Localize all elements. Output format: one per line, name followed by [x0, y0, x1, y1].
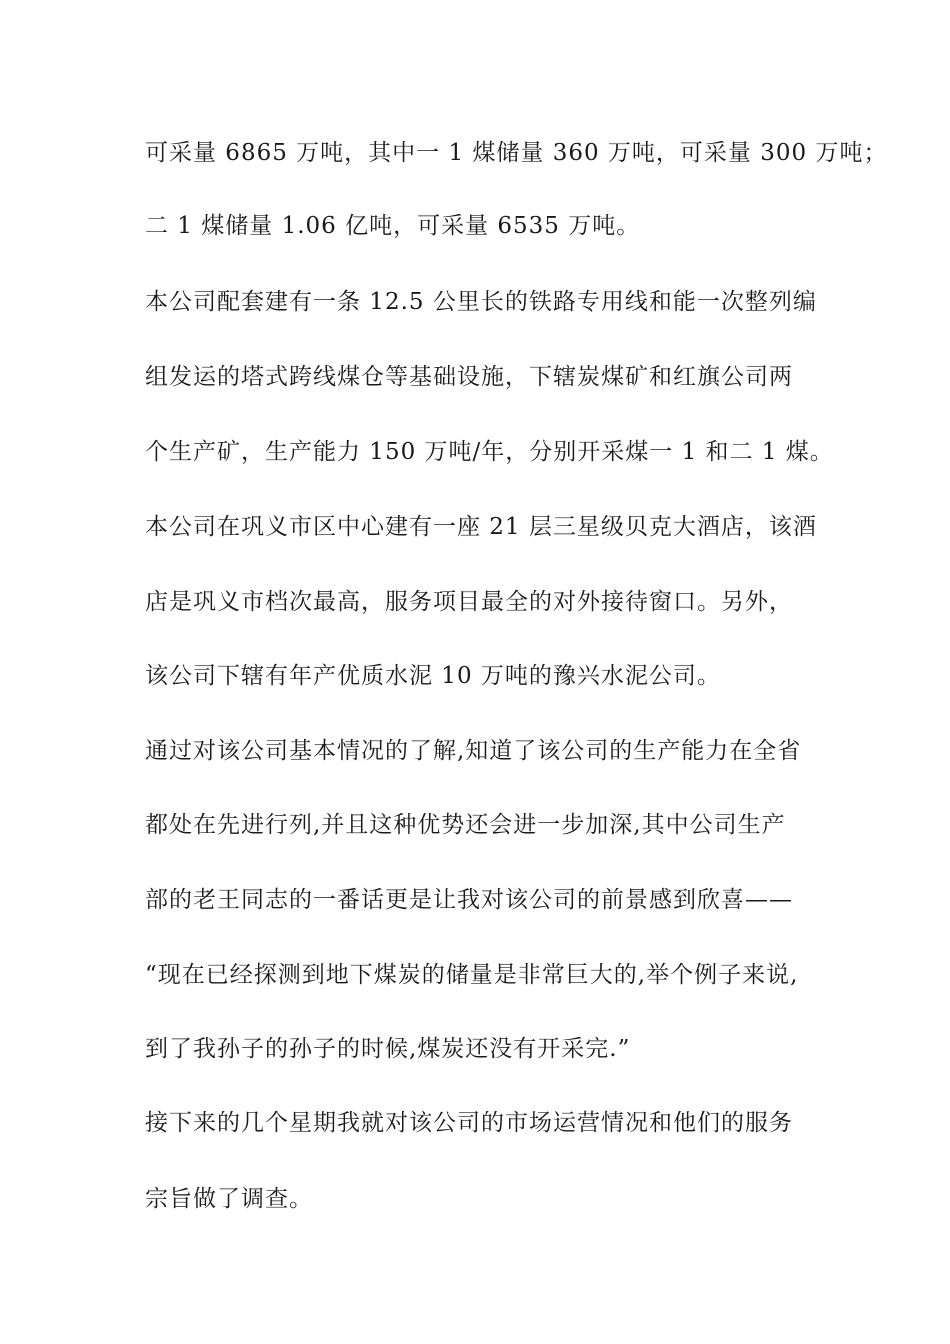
- text-line: 二 1 煤储量 1.06 亿吨，可采量 6535 万吨。: [145, 213, 641, 239]
- text-line: “现在已经探测到地下煤炭的储量是非常巨大的,举个例子来说,: [145, 962, 799, 988]
- text-line: 部的老王同志的一番话更是让我对该公司的前景感到欣喜——: [145, 887, 793, 913]
- text-line: 都处在先进行列,并且这种优势还会进一步加深,其中公司生产: [145, 812, 786, 838]
- text-line: 到了我孙子的孙子的时候,煤炭还没有开采完.”: [145, 1036, 631, 1062]
- text-line: 个生产矿，生产能力 150 万吨/年，分别开采煤一 1 和二 1 煤。: [145, 439, 834, 465]
- text-line: 组发运的塔式跨线煤仓等基础设施，下辖炭煤矿和红旗公司两: [145, 364, 793, 390]
- text-line: 店是巩义市档次最高，服务项目最全的对外接待窗口。另外，: [145, 589, 793, 615]
- text-line: 通过对该公司基本情况的了解,知道了该公司的生产能力在全省: [145, 738, 802, 764]
- text-line: 接下来的几个星期我就对该公司的市场运营情况和他们的服务: [145, 1110, 793, 1136]
- text-line: 宗旨做了调查。: [145, 1186, 313, 1212]
- text-line: 该公司下辖有年产优质水泥 10 万吨的豫兴水泥公司。: [145, 663, 721, 689]
- text-line: 本公司配套建有一条 12.5 公里长的铁路专用线和能一次整列编: [145, 289, 817, 315]
- text-line: 本公司在巩义市区中心建有一座 21 层三星级贝克大酒店，该酒: [145, 514, 817, 540]
- text-line: 可采量 6865 万吨，其中一 1 煤储量 360 万吨，可采量 300 万吨；: [145, 140, 888, 166]
